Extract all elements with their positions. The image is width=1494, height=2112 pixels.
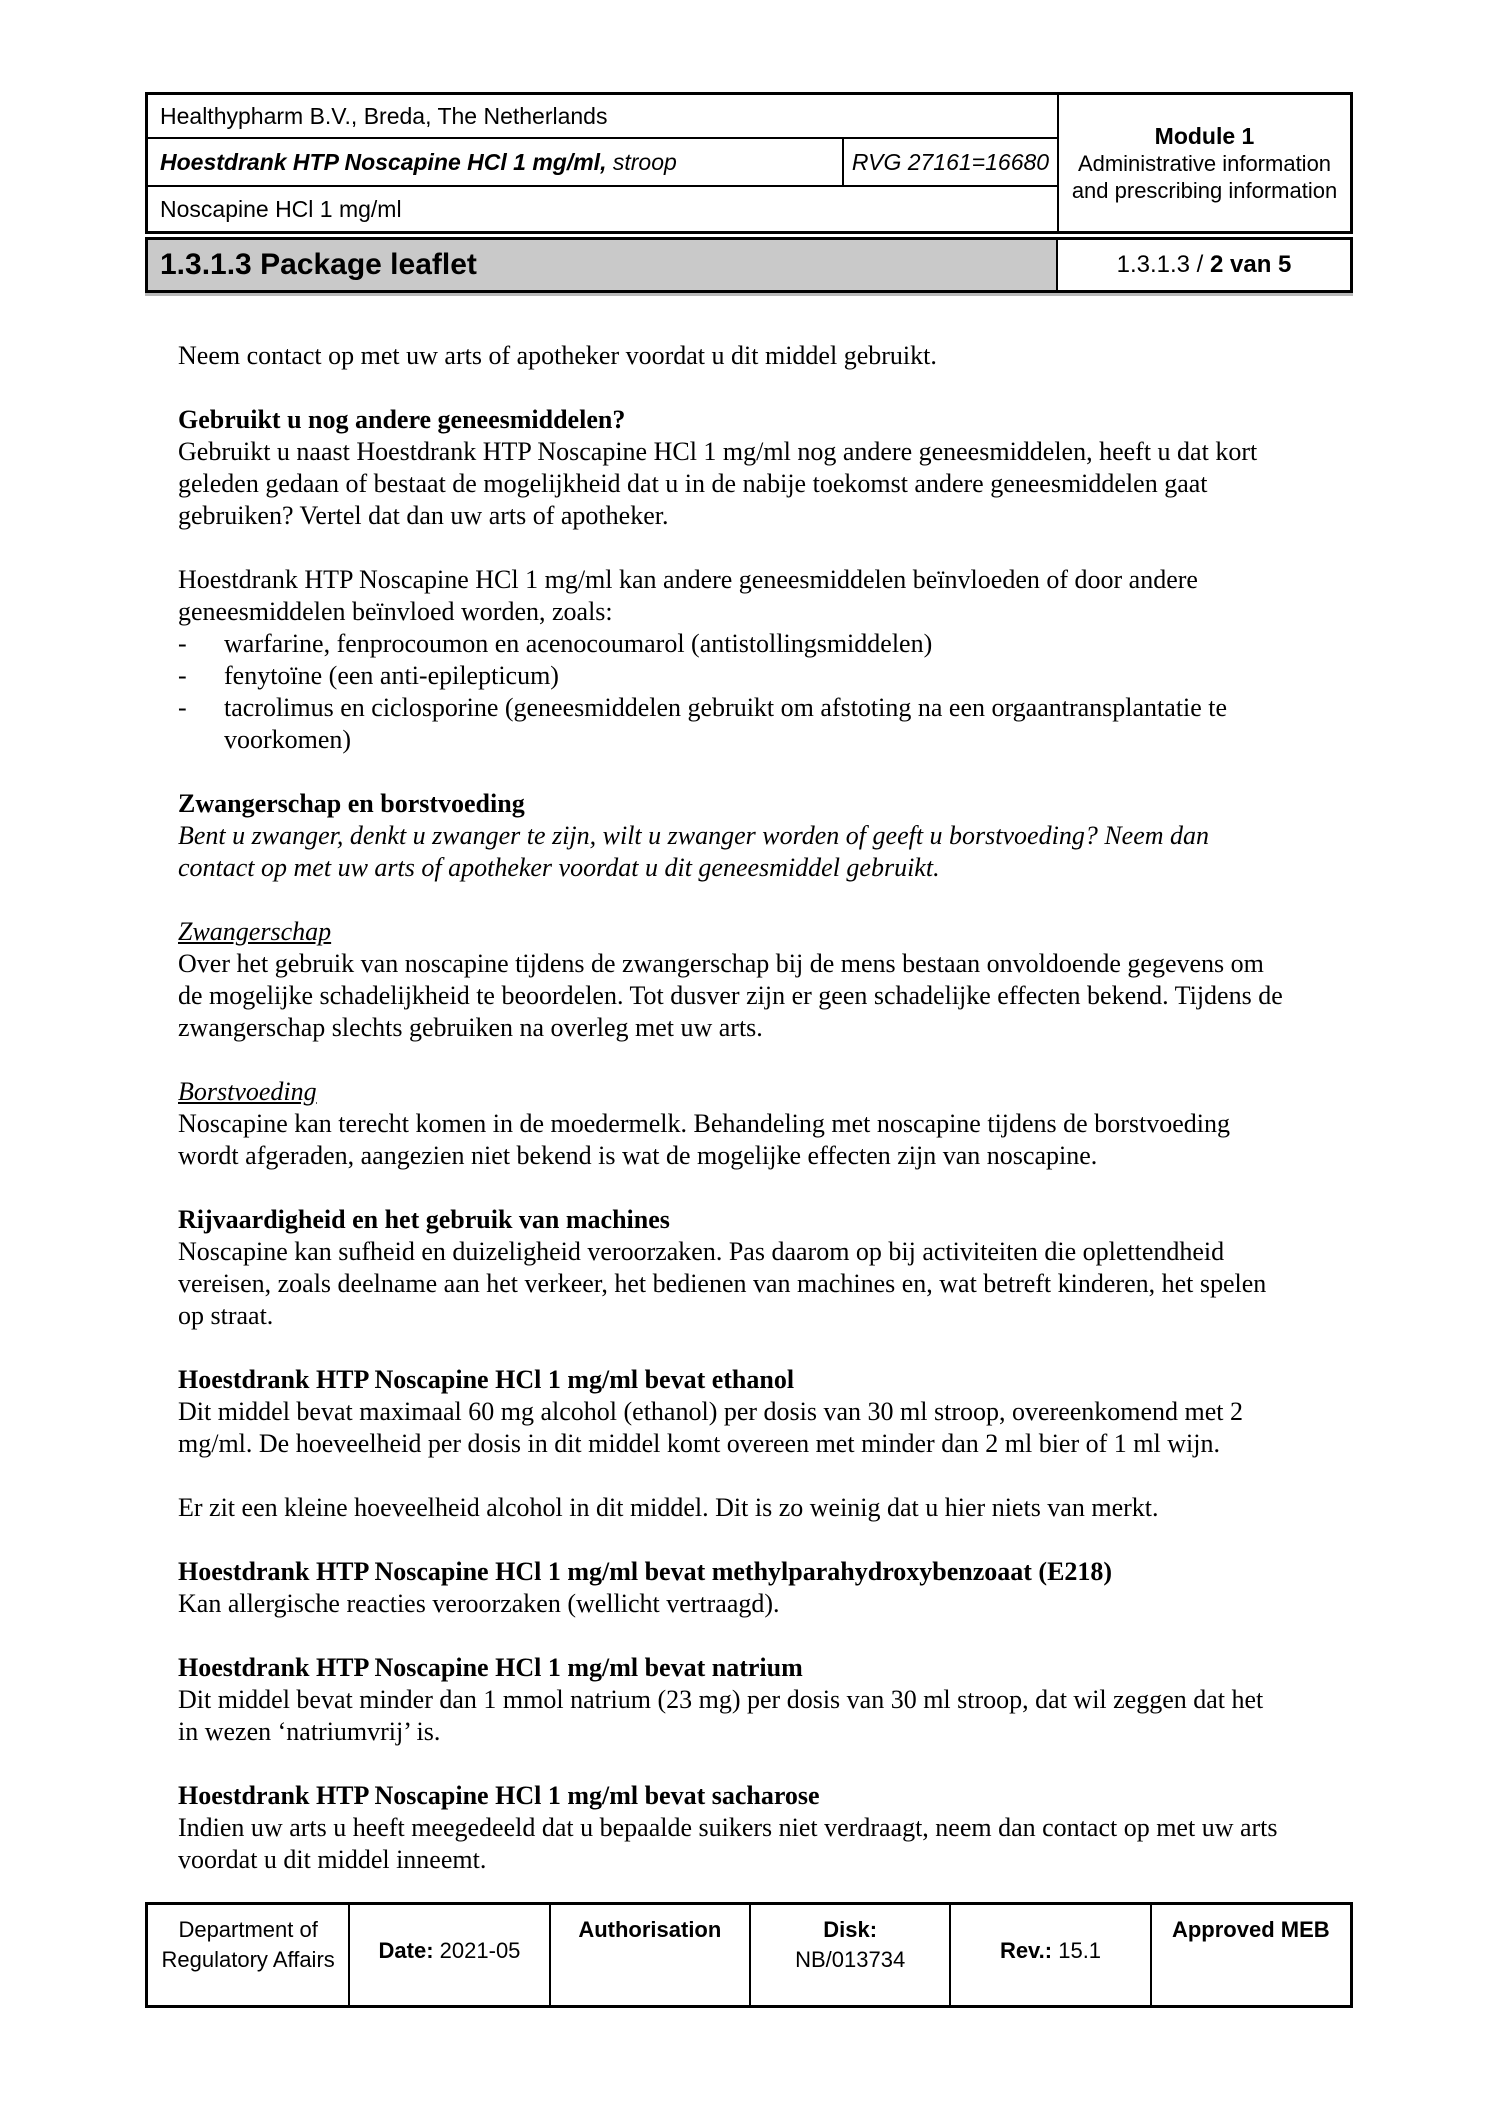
- section-paragraph: Dit middel bevat minder dan 1 mmol natrium (23 mg) per dosis van 30 ml stroop, dat wil zeggen dat het in wezen ‘natriumvrij’ is.: [178, 1685, 1264, 1746]
- disk-label: Disk:: [823, 1917, 878, 1942]
- disk-value: NB/013734: [795, 1947, 906, 1972]
- rev-value: 15.1: [1052, 1938, 1102, 1963]
- section-heading: Zwangerschap en borstvoeding: [178, 789, 525, 818]
- subsection-heading: Borstvoeding: [178, 1077, 317, 1106]
- department-cell: [148, 1905, 348, 2005]
- section-paragraph: Over het gebruik van noscapine tijdens de zwangerschap bij de mens bestaan onvoldoende gegevens om de mogelijke schadelijkheid te beoordelen. Tot dusver zijn er geen schadelijke effecten bekend. Tijdens de zwangerschap slechts gebruiken na overleg met uw arts.: [178, 949, 1283, 1042]
- section-bar: [148, 240, 1058, 290]
- substance-cell: [148, 187, 1057, 231]
- authorisation-cell: [549, 1905, 749, 2005]
- rvg-number: RVG 27161=16680: [851, 148, 1050, 175]
- header-table: [145, 92, 1353, 234]
- module-line2: and prescribing information: [1071, 178, 1338, 203]
- section-bar-title: 1.3.1.3 Package leaflet: [160, 248, 477, 281]
- section-driving: [178, 1204, 1285, 1332]
- page-ref-cell: [1058, 240, 1350, 290]
- section-ethanol: [178, 1364, 1285, 1460]
- document-footer: [145, 1902, 1353, 2008]
- section-heading: Rijvaardigheid en het gebruik van machines: [178, 1205, 670, 1234]
- list-item-text: tacrolimus en ciclosporine (geneesmiddelen gebruikt om afstoting na een orgaantransplantatie te voorkomen): [224, 693, 1228, 754]
- list-marker: -: [178, 661, 187, 690]
- approved-label: Approved MEB: [1171, 1917, 1330, 1942]
- section-paragraph: Noscapine kan terecht komen in de moedermelk. Behandeling met noscapine tijdens de borstvoeding wordt afgeraden, aangezien niet bekend is wat de mogelijke effecten zijn van noscapine.: [178, 1109, 1230, 1170]
- module-line1: Administrative information: [1077, 151, 1332, 176]
- section-sucrose: [178, 1780, 1285, 1876]
- date-value: 2021-05: [433, 1938, 521, 1963]
- section-e218: [178, 1556, 1285, 1620]
- list-marker: -: [178, 629, 187, 658]
- page-ref-page: 2 van 5: [1210, 251, 1292, 278]
- section-paragraph: Indien uw arts u heeft meegedeeld dat u bepaalde suikers niet verdraagt, neem dan contact op met uw arts voordat u dit middel inneemt.: [178, 1813, 1278, 1874]
- list-item-text: fenytoïne (een anti-epilepticum): [224, 661, 559, 690]
- rvg-cell: [842, 139, 1057, 187]
- list-item: [178, 628, 1285, 660]
- subsection-pregnancy: [178, 916, 1285, 1044]
- section-bar-row: [145, 237, 1353, 293]
- list-item: [178, 660, 1285, 692]
- section-pregnancy: [178, 788, 1285, 884]
- leaflet-body: [178, 340, 1285, 1876]
- page-ref-prefix: 1.3.1.3 /: [1116, 251, 1210, 278]
- list-item: [178, 692, 1285, 756]
- section-heading: Hoestdrank HTP Noscapine HCl 1 mg/ml bevat methylparahydroxybenzoaat (E218): [178, 1557, 1113, 1586]
- approved-cell: [1150, 1905, 1350, 2005]
- section-heading: Hoestdrank HTP Noscapine HCl 1 mg/ml bevat natrium: [178, 1653, 803, 1682]
- rev-cell: [949, 1905, 1149, 2005]
- date-cell: [348, 1905, 548, 2005]
- company-name: Healthypharm B.V., Breda, The Netherlands: [160, 102, 608, 129]
- product-form: stroop: [606, 148, 677, 175]
- section-italic-paragraph: Bent u zwanger, denkt u zwanger te zijn, wilt u zwanger worden of geeft u borstvoeding? Neem dan contact op met uw arts of apotheker voordat u dit geneesmiddel gebruikt.: [178, 821, 1210, 882]
- authorisation-label: Authorisation: [578, 1917, 722, 1942]
- section-paragraph: Hoestdrank HTP Noscapine HCl 1 mg/ml kan andere geneesmiddelen beïnvloeden of door andere geneesmiddelen beïnvloed worden, zoals:: [178, 565, 1198, 626]
- list-marker: -: [178, 693, 187, 722]
- section-paragraph: Kan allergische reacties veroorzaken (wellicht vertraagd).: [178, 1589, 780, 1618]
- section-paragraph: Gebruikt u naast Hoestdrank HTP Noscapine HCl 1 mg/ml nog andere geneesmiddelen, heeft u dat kort geleden gedaan of bestaat de mogelijkheid dat u in de nabije toekomst andere geneesmiddelen gaat gebruiken? Vertel dat dan uw arts of apotheker.: [178, 437, 1258, 530]
- company-cell: [148, 95, 1057, 139]
- disk-cell: [749, 1905, 949, 2005]
- section-other-medicines: [178, 404, 1285, 532]
- substance-name: Noscapine HCl 1 mg/ml: [160, 195, 402, 222]
- list-item-text: warfarine, fenprocoumon en acenocoumarol (antistollingsmiddelen): [224, 629, 933, 658]
- module-cell: [1057, 95, 1350, 231]
- rev-label: Rev.:: [999, 1938, 1053, 1963]
- intro-paragraph: Neem contact op met uw arts of apotheker voordat u dit middel gebruikt.: [178, 341, 937, 370]
- section-heading: Hoestdrank HTP Noscapine HCl 1 mg/ml bevat sacharose: [178, 1781, 820, 1810]
- subsection-heading: Zwangerschap: [178, 917, 332, 946]
- date-label: Date:: [378, 1938, 434, 1963]
- subsection-breastfeeding: [178, 1076, 1285, 1172]
- department-line2: Regulatory Affairs: [161, 1947, 335, 1972]
- product-cell: [148, 139, 842, 187]
- section-heading: Gebruikt u nog andere geneesmiddelen?: [178, 405, 626, 434]
- section-paragraph: Noscapine kan sufheid en duizeligheid veroorzaken. Pas daarom op bij activiteiten die oplettendheid vereisen, zoals deelname aan het verkeer, het bedienen van machines en, wat betreft kinderen, het spelen op straat.: [178, 1237, 1267, 1330]
- section-paragraph: Dit middel bevat maximaal 60 mg alcohol (ethanol) per dosis van 30 ml stroop, overeenkomend met 2 mg/ml. De hoeveelheid per dosis in dit middel komt overeen met minder dan 2 ml bier of 1 ml wijn.: [178, 1397, 1244, 1458]
- section-sodium: [178, 1652, 1285, 1748]
- section-heading: Hoestdrank HTP Noscapine HCl 1 mg/ml bevat ethanol: [178, 1365, 795, 1394]
- product-name: Hoestdrank HTP Noscapine HCl 1 mg/ml,: [160, 148, 607, 175]
- document-header: [145, 92, 1353, 293]
- department-line1: Department of: [178, 1917, 318, 1942]
- module-title: Module 1: [1154, 123, 1255, 149]
- ethanol-extra-paragraph: Er zit een kleine hoeveelheid alcohol in dit middel. Dit is zo weinig dat u hier niets van merkt.: [178, 1493, 1159, 1522]
- section-interactions: [178, 564, 1285, 756]
